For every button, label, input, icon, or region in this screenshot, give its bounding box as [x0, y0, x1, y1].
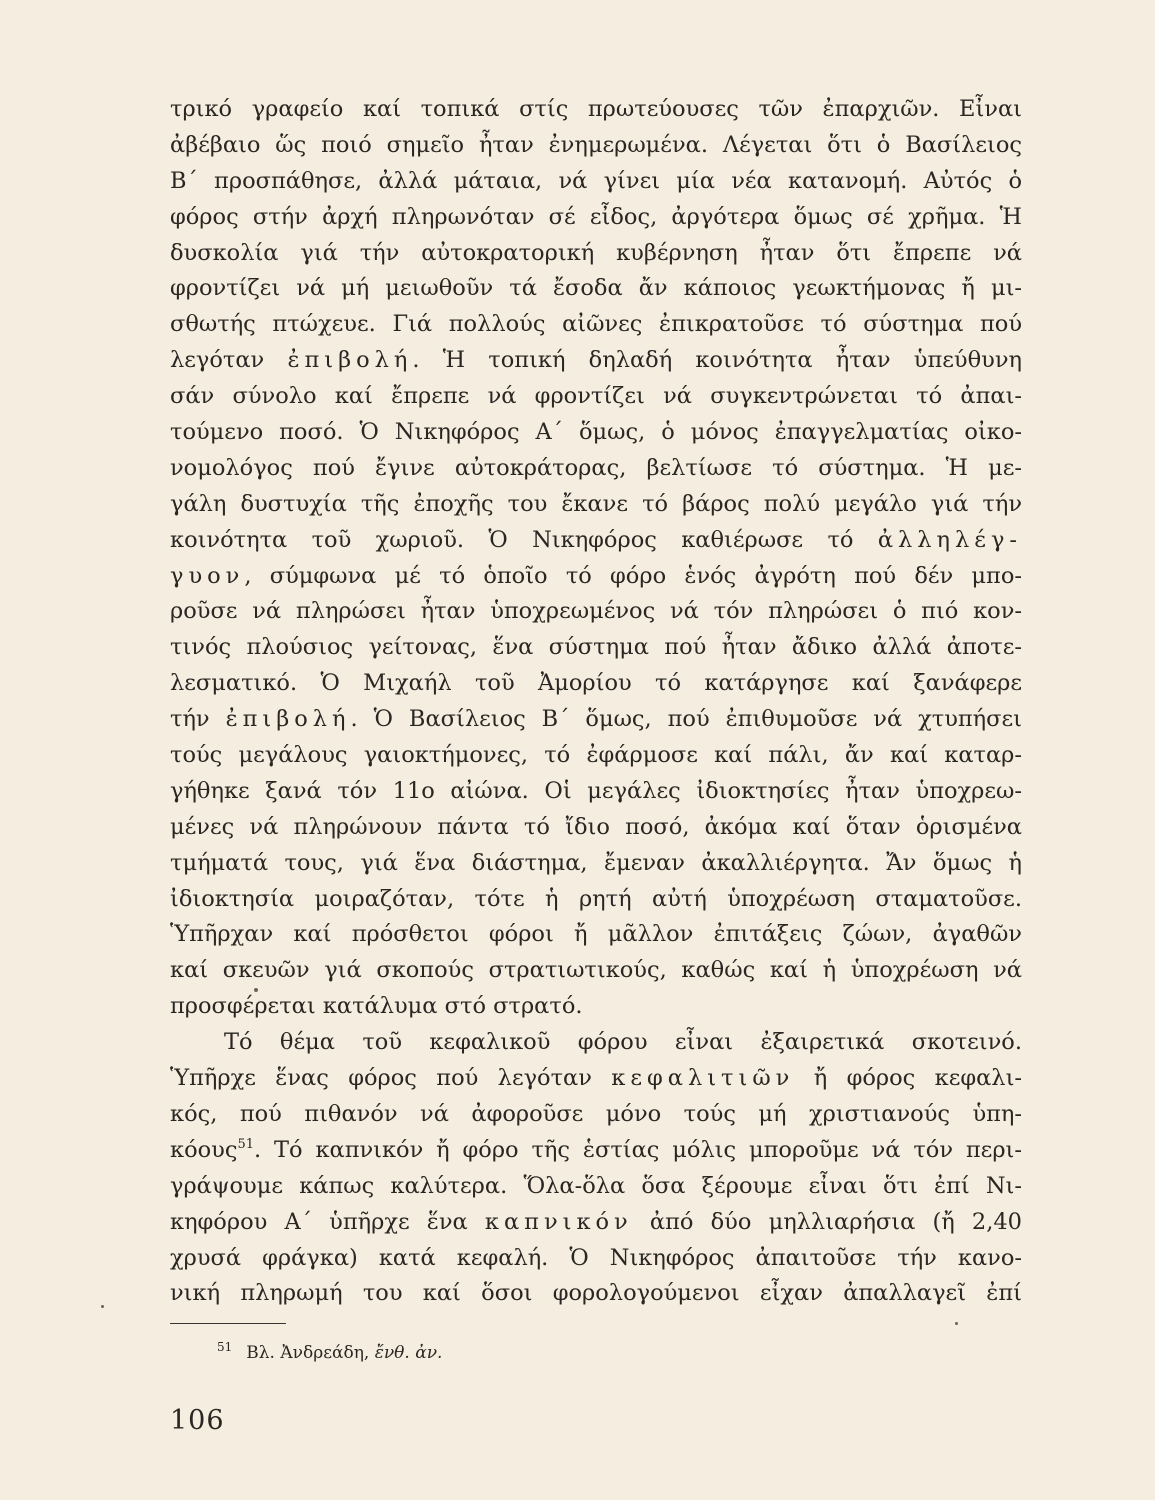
text-line: τμήματά τους, γιά ἕνα διάστημα, ἔμεναν ἀκαλλιέργητα. Ἄν ὅμως ἡ	[170, 849, 1022, 876]
text-line: τούμενο ποσό. Ὁ Νικηφόρος Α΄ ὅμως, ὁ μόνος ἐπαγγελματίας οἰκο-	[170, 419, 1022, 446]
text-line: Β΄ προσπάθησε, ἀλλά μάταια, νά γίνει μία νέα κατανομή. Αὐτός ὁ	[170, 167, 1022, 194]
text-segment: ἤ φόρος κεφαλι-	[794, 1065, 1022, 1092]
footnote-divider	[170, 1323, 286, 1324]
paper-speck	[254, 988, 258, 992]
text-segment: Ὑπῆρχε ἕνας φόρος πού λεγόταν	[170, 1065, 612, 1092]
footnote-italic: ἔνθ. ἀν.	[374, 1343, 443, 1363]
text-line: λεσματικό. Ὁ Μιχαήλ τοῦ Ἀμορίου τό κατάργησε καί ξανάφερε	[170, 670, 1022, 697]
page-number: 106	[170, 1405, 225, 1436]
text-line: γράψουμε κάπως καλύτερα. Ὅλα-ὅλα ὅσα ξέρουμε εἶναι ὅτι ἐπί Νι-	[170, 1172, 1022, 1199]
text-line: δυσκολία γιά τήν αὐτοκρατορική κυβέρνηση ἦταν ὅτι ἔπρεπε νά	[170, 239, 1022, 266]
text-line: μένες νά πληρώνουν πάντα τό ἴδιο ποσό, ἀκόμα καί ὅταν ὁρισμένα	[170, 813, 1022, 840]
spaced-term: γυον	[170, 562, 245, 589]
spaced-term: ἐπιβολή	[287, 347, 413, 374]
text-segment: . Τό καπνικόν ἤ φόρο τῆς ἑστίας μόλις μποροῦμε νά τόν περι-	[253, 1136, 1022, 1163]
text-line: ροῦσε νά πληρώσει ἦταν ὑποχρεωμένος νά τόν πληρώσει ὁ πιό κον-	[170, 598, 1022, 625]
text-line	[170, 559, 1022, 595]
text-line: νομολόγος πού ἔγινε αὐτοκράτορας, βελτίωσε τό σύστημα. Ἡ με-	[170, 454, 1022, 481]
footnote-number: 51	[217, 1340, 233, 1354]
body-text	[170, 92, 1022, 1312]
text-line: τινός πλούσιος γείτονας, ἕνα σύστημα πού ἦταν ἄδικο ἀλλά ἀποτε-	[170, 634, 1022, 661]
text-line: καί σκευῶν γιά σκοπούς στρατιωτικούς, καθώς καί ἡ ὑποχρέωση νά	[170, 957, 1022, 984]
text-segment: κηφόρου Α΄ ὑπῆρχε ἕνα	[170, 1208, 485, 1235]
text-line	[170, 1061, 1022, 1097]
spaced-term: καπνικόν	[484, 1208, 633, 1235]
text-segment: . Ὁ Βασίλειος Β΄ ὅμως, πού ἐπιθυμοῦσε νά χτυπήσει	[350, 706, 1022, 733]
text-line: γάλη δυστυχία τῆς ἐποχῆς του ἔκανε τό βάρος πολύ μεγάλο γιά τήν	[170, 490, 1022, 517]
text-line	[170, 343, 1022, 379]
text-line	[170, 1205, 1022, 1241]
text-line: φόρος στήν ἀρχή πληρωνόταν σέ εἶδος, ἀργότερα ὅμως σέ χρῆμα. Ἡ	[170, 203, 1022, 230]
spaced-term: ἀλληλέγ-	[877, 526, 1022, 553]
text-line: γήθηκε ξανά τόν 11ο αἰώνα. Οἱ μεγάλες ἰδιοκτησίες ἦταν ὑποχρεω-	[170, 777, 1022, 804]
footnote-text: Βλ. Ἀνδρεάδη,	[246, 1343, 375, 1363]
text-segment: λεγόταν	[170, 347, 288, 374]
text-line: σθωτής πτώχευε. Γιά πολλούς αἰῶνες ἐπικρατοῦσε τό σύστημα πού	[170, 311, 1022, 338]
footnote-ref: 51	[237, 1136, 254, 1152]
text-line	[170, 523, 1022, 559]
text-line: Τό θέμα τοῦ κεφαλικοῦ φόρου εἶναι ἐξαιρετικά σκοτεινό.	[224, 1029, 1022, 1056]
text-line	[170, 1133, 1022, 1169]
text-line: ἀβέβαιο ὥς ποιό σημεῖο ἦταν ἐνημερωμένα. Λέγεται ὅτι ὁ Βασίλειος	[170, 131, 1022, 158]
text-segment: , σύμφωνα μέ τό ὁποῖο τό φόρο ἑνός ἀγρότη πού δέν μπο-	[244, 562, 1022, 589]
text-line: τούς μεγάλους γαιοκτήμονες, τό ἐφάρμοσε καί πάλι, ἄν καί καταρ-	[170, 742, 1022, 769]
text-segment: τήν	[170, 706, 226, 733]
text-segment: κοινότητα τοῦ χωριοῦ. Ὁ Νικηφόρος καθιέρωσε τό	[170, 526, 878, 553]
paper-speck	[101, 1305, 104, 1308]
text-line: ἰδιοκτησία μοιραζόταν, τότε ἡ ρητή αὐτή ὑποχρέωση σταματοῦσε.	[170, 885, 1022, 912]
footnote	[217, 1340, 443, 1363]
text-line: σάν σύνολο καί ἔπρεπε νά φροντίζει νά συγκεντρώνεται τό ἀπαι-	[170, 383, 1022, 410]
text-line	[170, 702, 1022, 738]
text-line: τρικό γραφείο καί τοπικά στίς πρωτεύουσες τῶν ἐπαρχιῶν. Εἶναι	[170, 96, 1022, 122]
text-line: προσφέρεται κατάλυμα στό στρατό.	[170, 993, 583, 1020]
text-segment: ἀπό δύο μηλλιαρήσια (ἤ 2,40	[632, 1208, 1022, 1235]
text-line: χρυσά φράγκα) κατά κεφαλή. Ὁ Νικηφόρος ἀπαιτοῦσε τήν κανο-	[170, 1244, 1022, 1271]
text-segment: . Ἡ τοπική δηλαδή κοινότητα ἦταν ὑπεύθυνη	[412, 347, 1022, 374]
text-segment: κόους	[170, 1136, 238, 1163]
text-line: φροντίζει νά μή μειωθοῦν τά ἔσοδα ἄν κάποιος γεωκτήμονας ἤ μι-	[170, 275, 1022, 302]
spaced-term: ἐπιβολή	[225, 706, 351, 733]
text-line: κός, πού πιθανόν νά ἀφοροῦσε μόνο τούς μή χριστιανούς ὑπη-	[170, 1100, 1022, 1127]
spaced-term: κεφαλιτιῶν	[611, 1065, 795, 1092]
paper-speck	[955, 1322, 958, 1325]
text-line: νική πληρωμή του καί ὅσοι φορολογούμενοι εἶχαν ἀπαλλαγεῖ ἐπί	[170, 1280, 1022, 1307]
text-line: Ὑπῆρχαν καί πρόσθετοι φόροι ἤ μᾶλλον ἐπιτάξεις ζώων, ἀγαθῶν	[170, 921, 1022, 948]
